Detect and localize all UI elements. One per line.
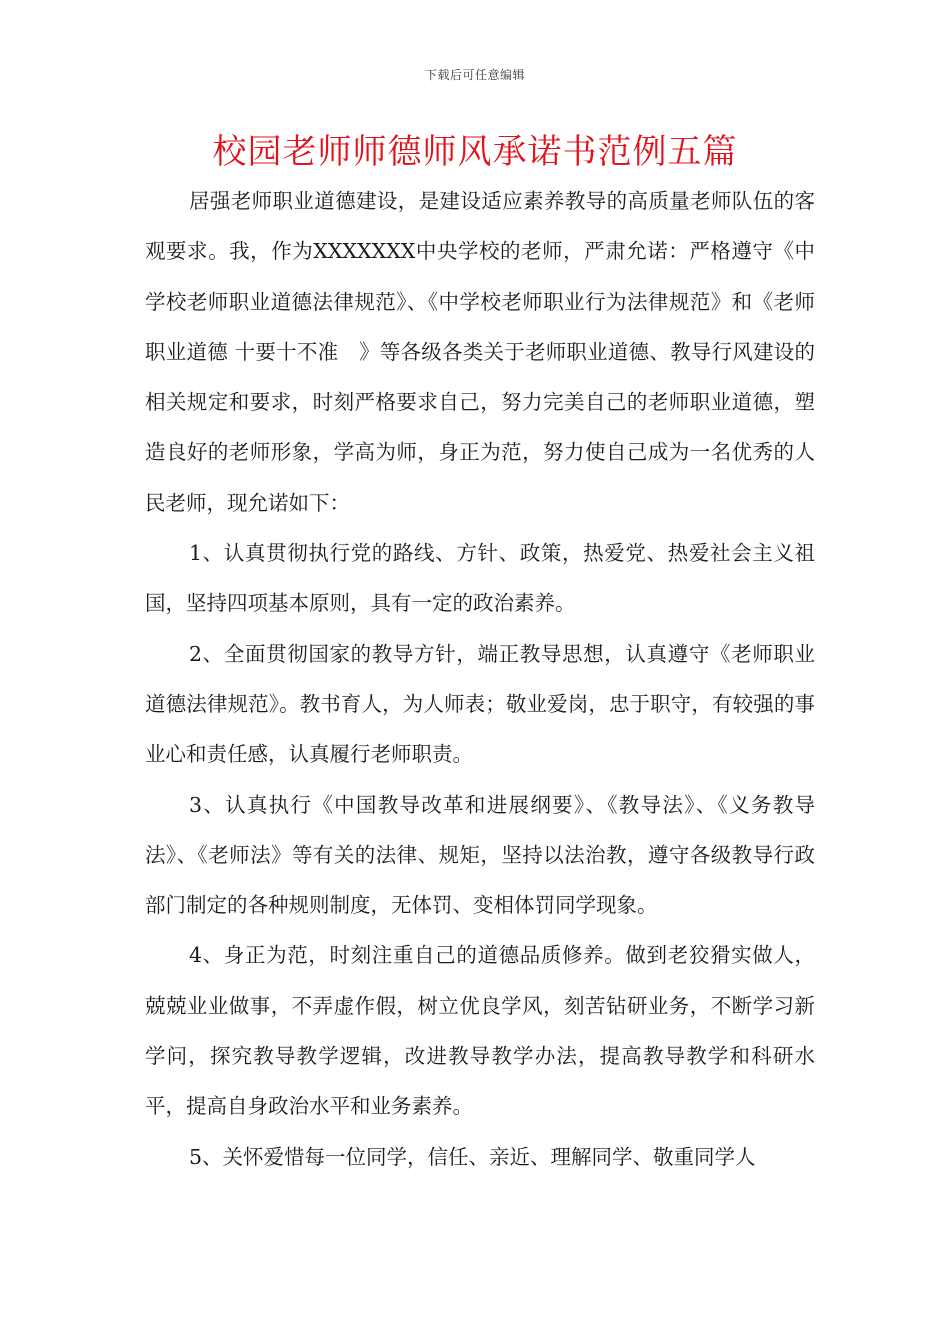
paragraph-item-1: 1、认真贯彻执行党的路线、方针、政策，热爱党、热爱社会主义祖国，坚持四项基本原则，具有一定的政治素养。 — [145, 541, 815, 616]
header-note: 下载后可任意编辑 — [424, 68, 525, 82]
paragraph-item-5: 5、关怀爱惜每一位同学，信任、亲近、理解同学、敬重同学人 — [189, 1144, 756, 1169]
document-body — [145, 176, 815, 1182]
paragraph-intro: 居强老师职业道德建设，是建设适应素养教导的高质量老师队伍的客观要求。我，作为XXXXXXX中央学校的老师，严肃允诺：严格遵守《中学校老师职业道德法律规范》、《中学校老师职业行为法律规范》和《老师职业道德 十要十不准 》等各级各类关于老师职业道德、教导行风建设的相关规定和要求，时刻严格要求自己，努力完美自己的老师职业道德，塑造良好的老师形象，学高为师，身正为范，努力使自己成为一名优秀的人民老师，现允诺如下： — [145, 189, 815, 515]
paragraph-item-2: 2、全面贯彻国家的教导方针，端正教导思想，认真遵守《老师职业道德法律规范》。教书育人，为人师表；敬业爱岗，忠于职守，有较强的事业心和责任感，认真履行老师职责。 — [145, 641, 815, 767]
paragraph-item-4: 4、身正为范，时刻注重自己的道德品质修养。做到老狡猾实做人，兢兢业业做事，不弄虚作假，树立优良学风，刻苦钻研业务，不断学习新学问，探究教导教学逻辑，改进教导教学办法，提高教导教学和科研水平，提高自身政治水平和业务素养。 — [145, 943, 815, 1119]
page-title: 校园老师师德师风承诺书范例五篇 — [212, 132, 738, 172]
paragraph-item-3: 3、认真执行《中国教导改革和进展纲要》、《教导法》、《义务教导法》、《老师法》等有关的法律、规矩，坚持以法治教，遵守各级教导行政部门制定的各种规则制度，无体罚、变相体罚同学现象。 — [145, 792, 815, 918]
